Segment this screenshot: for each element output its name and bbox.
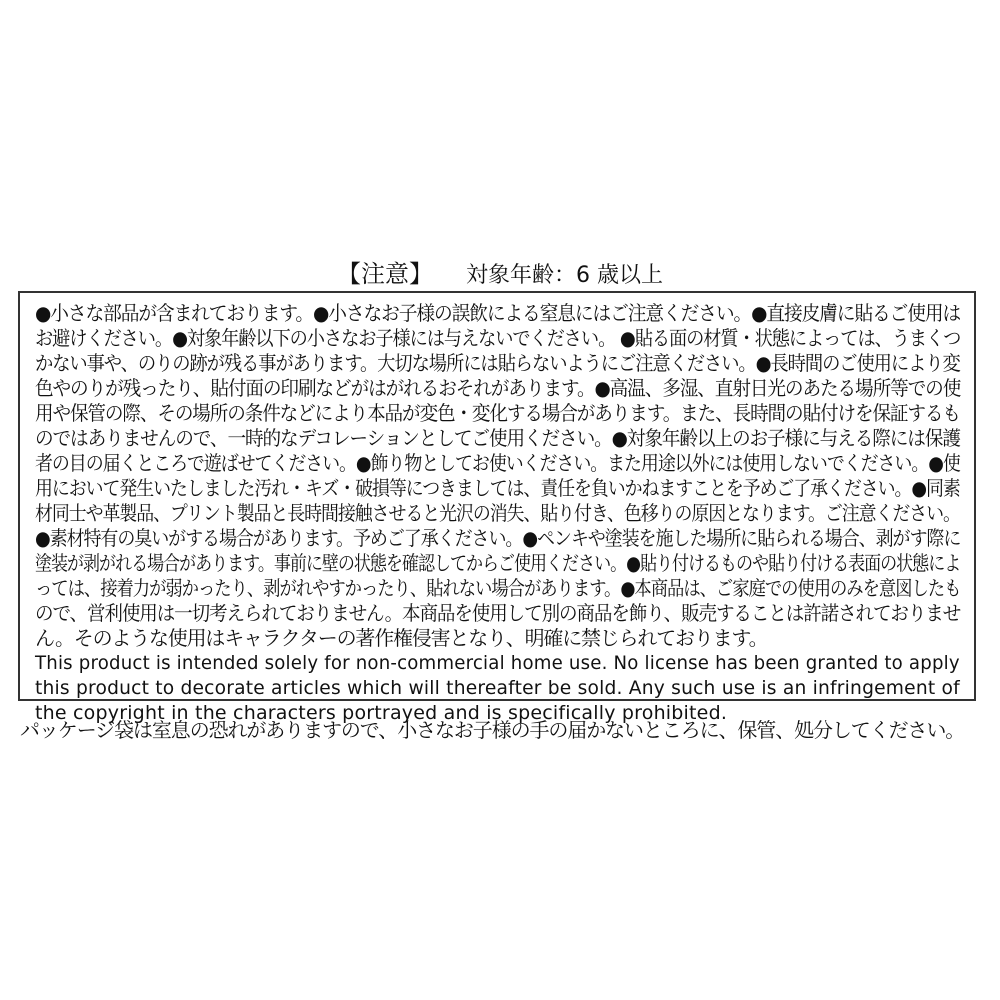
- english-notice-line: this product to decorate articles which will thereafter be sold. Any such use is an infringement of: [35, 677, 960, 699]
- caution-line: 用や保管の際、その場所の条件などにより本品が変色・変化する場合があります。また、長時間の貼付けを保証するも: [35, 401, 960, 425]
- caution-line: かない事や、のりの跡が残る事があります。大切な場所には貼らないようにご注意ください。●長時間のご使用により変: [35, 351, 960, 375]
- caution-line: 用において発生いたしました汚れ・キズ・破損等につきましては、責任を負いかねますことを予めご了承ください。●同素: [35, 476, 960, 500]
- caution-line: っては、接着力が弱かったり、剥がれやすかったり、貼れない場合があります。●本商品は、ご家庭での使用のみを意図したも: [35, 576, 961, 600]
- caution-line: 材同士や革製品、プリント製品と長時間接触させると光沢の消失、貼り付き、色移りの原因となります。ご注意ください。: [35, 501, 960, 525]
- package-warning: パッケージ袋は室息の恐れがありますので、小さなお子様の手の届かないところに、保管、処分してください。: [20, 718, 965, 742]
- english-notice-line: the copyright in the characters portrayed and is specifically prohibited.: [35, 702, 728, 724]
- caution-line: 塗装が剥がれる場合があります。事前に壁の状態を確認してからご使用ください。●貼り付けるものや貼り付ける表面の状態によ: [35, 551, 961, 575]
- english-notice-line: This product is intended solely for non-commercial home use. No license has been granted to apply: [35, 652, 960, 674]
- target-age: 対象年齢：6 歳以上: [466, 263, 663, 288]
- notice-heading: 【注意】: [337, 260, 433, 288]
- caution-line: お避けください。●対象年齢以下の小さなお子様には与えないでください。 ●貼る面の材質・状態によっては、うまくつ: [35, 326, 961, 350]
- caution-line: ので、営利使用は一切考えられておりません。本商品を使用して別の商品を飾り、販売することは許諾されておりませ: [35, 601, 961, 625]
- caution-box: [18, 291, 976, 724]
- notice-title: [0, 254, 1000, 289]
- caution-line: のではありませんので、一時的なデコレーションとしてご使用ください。●対象年齢以上のお子様に与える際には保護: [35, 426, 960, 450]
- caution-line: ●素材特有の臭いがする場合があります。予めご了承ください。●ペンキや塗装を施した場所に貼られる場合、剥がす際に: [35, 526, 961, 550]
- caution-line: ん。そのような使用はキャラクターの著作権侵害となり、明確に禁じられております。: [35, 626, 768, 650]
- caution-line: ●小さな部品が含まれております。●小さなお子様の誤飲による窒息にはご注意ください。●直接皮膚に貼るご使用は: [35, 301, 961, 325]
- caution-line: 者の目の届くところで遊ばせてください。●飾り物としてお使いください。また用途以外には使用しないでください。●使: [35, 451, 960, 475]
- caution-line: 色やのりが残ったり、貼付面の印刷などがはがれるおそれがあります。●高温、多湿、直射日光のあたる場所等での使: [35, 376, 961, 400]
